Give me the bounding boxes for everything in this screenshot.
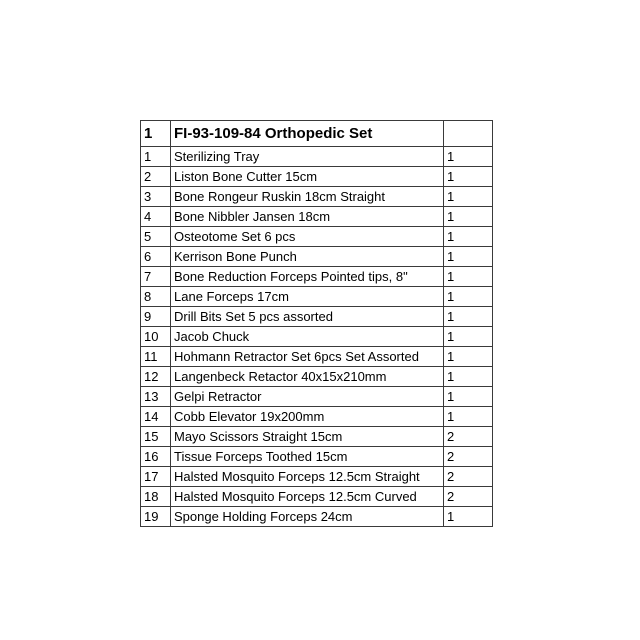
table-row [141, 287, 493, 307]
item-name: Bone Rongeur Ruskin 18cm Straight [171, 187, 444, 207]
item-quantity: 1 [444, 187, 493, 207]
item-name: Lane Forceps 17cm [171, 287, 444, 307]
item-name: Sterilizing Tray [171, 147, 444, 167]
item-name: Kerrison Bone Punch [171, 247, 444, 267]
set-qty-cell [444, 121, 493, 147]
item-name: Hohmann Retractor Set 6pcs Set Assorted [171, 347, 444, 367]
table-row [141, 507, 493, 527]
set-number: 1 [141, 121, 171, 147]
item-number: 17 [141, 467, 171, 487]
table-row [141, 247, 493, 267]
item-number: 1 [141, 147, 171, 167]
item-quantity: 1 [444, 367, 493, 387]
table-row [141, 407, 493, 427]
instrument-set-table [140, 120, 493, 527]
item-quantity: 1 [444, 407, 493, 427]
table-row [141, 187, 493, 207]
item-number: 19 [141, 507, 171, 527]
item-quantity: 2 [444, 487, 493, 507]
item-quantity: 1 [444, 227, 493, 247]
item-name: Mayo Scissors Straight 15cm [171, 427, 444, 447]
item-number: 15 [141, 427, 171, 447]
table-row [141, 427, 493, 447]
table-row [141, 387, 493, 407]
table-row [141, 447, 493, 467]
item-number: 8 [141, 287, 171, 307]
item-number: 5 [141, 227, 171, 247]
item-number: 13 [141, 387, 171, 407]
item-quantity: 1 [444, 347, 493, 367]
item-number: 14 [141, 407, 171, 427]
item-number: 3 [141, 187, 171, 207]
table-row [141, 207, 493, 227]
table-row [141, 347, 493, 367]
item-number: 18 [141, 487, 171, 507]
table-row [141, 307, 493, 327]
table-row [141, 147, 493, 167]
item-quantity: 2 [444, 447, 493, 467]
item-quantity: 1 [444, 147, 493, 167]
item-name: Bone Nibbler Jansen 18cm [171, 207, 444, 227]
table-row [141, 367, 493, 387]
item-name: Drill Bits Set 5 pcs assorted [171, 307, 444, 327]
set-title: FI-93-109-84 Orthopedic Set [171, 121, 444, 147]
table-row [141, 327, 493, 347]
item-quantity: 2 [444, 467, 493, 487]
item-number: 16 [141, 447, 171, 467]
item-quantity: 2 [444, 427, 493, 447]
item-name: Cobb Elevator 19x200mm [171, 407, 444, 427]
table-row [141, 227, 493, 247]
item-quantity: 1 [444, 247, 493, 267]
item-quantity: 1 [444, 207, 493, 227]
item-name: Liston Bone Cutter 15cm [171, 167, 444, 187]
item-number: 12 [141, 367, 171, 387]
item-name: Tissue Forceps Toothed 15cm [171, 447, 444, 467]
item-name: Gelpi Retractor [171, 387, 444, 407]
table-row [141, 267, 493, 287]
item-quantity: 1 [444, 307, 493, 327]
table-header-row [141, 121, 493, 147]
item-name: Jacob Chuck [171, 327, 444, 347]
table-row [141, 487, 493, 507]
table-row [141, 467, 493, 487]
table-row [141, 167, 493, 187]
item-number: 10 [141, 327, 171, 347]
item-quantity: 1 [444, 507, 493, 527]
item-number: 6 [141, 247, 171, 267]
item-quantity: 1 [444, 387, 493, 407]
item-quantity: 1 [444, 267, 493, 287]
item-name: Osteotome Set 6 pcs [171, 227, 444, 247]
item-number: 9 [141, 307, 171, 327]
item-name: Halsted Mosquito Forceps 12.5cm Straight [171, 467, 444, 487]
item-name: Halsted Mosquito Forceps 12.5cm Curved [171, 487, 444, 507]
item-name: Langenbeck Retactor 40x15x210mm [171, 367, 444, 387]
item-number: 7 [141, 267, 171, 287]
item-name: Bone Reduction Forceps Pointed tips, 8" [171, 267, 444, 287]
item-number: 4 [141, 207, 171, 227]
item-number: 11 [141, 347, 171, 367]
item-name: Sponge Holding Forceps 24cm [171, 507, 444, 527]
item-quantity: 1 [444, 167, 493, 187]
item-quantity: 1 [444, 327, 493, 347]
item-quantity: 1 [444, 287, 493, 307]
item-number: 2 [141, 167, 171, 187]
